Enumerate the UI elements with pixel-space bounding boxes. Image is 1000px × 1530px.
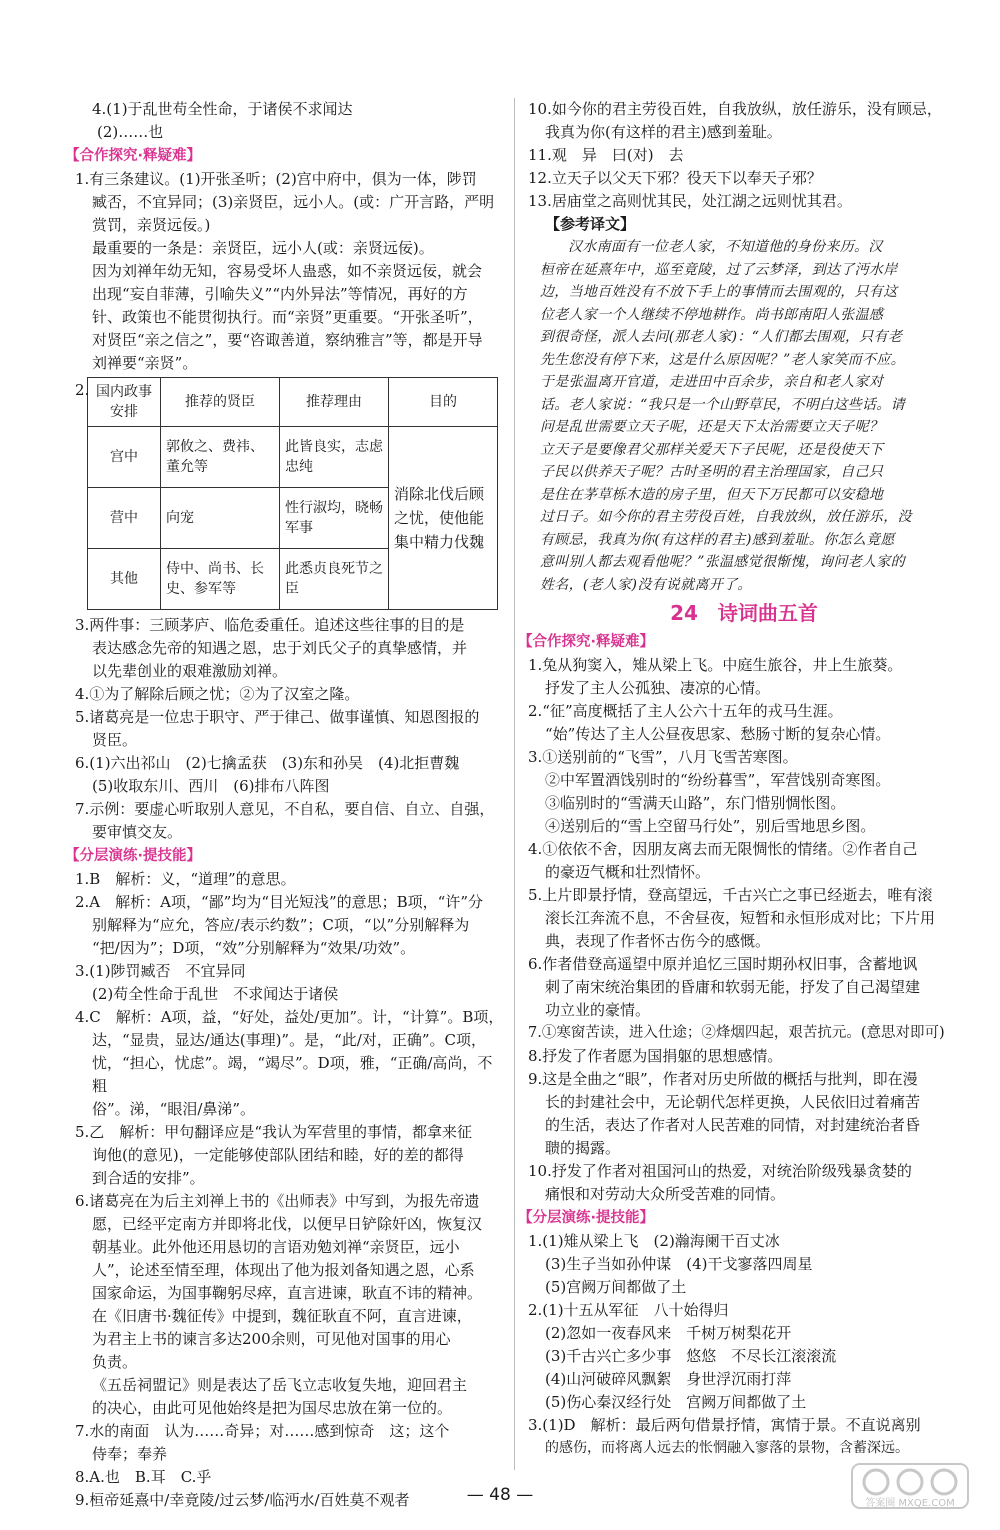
answer-line: ④送别后的“雪上空留马行处”，别后雪地思乡图。 <box>545 817 876 835</box>
answer-line: 负责。 <box>92 1353 138 1371</box>
answer-line: 刺了南宋统治集团的昏庸和软弱无能，抒发了自己渴望建 <box>545 978 921 996</box>
translation-line: 到很奇怪，派人去问(那老人家)：“人们都去围观，只有老 <box>540 329 903 345</box>
answer-line: 3.(1)D 解析：最后两句借景抒情，寓情于景。不直说离别 <box>528 1416 921 1434</box>
answer-line: 4.①为了解除后顾之忧；②为了汉室之隆。 <box>75 685 360 703</box>
answer-line: 1.兔从狗窦入，雉从梁上飞。中庭生旅谷，井上生旅葵。 <box>528 656 903 674</box>
answer-line: 6.诸葛亮在为后主刘禅上书的《出师表》中写到，为报先帝遗 <box>75 1192 480 1210</box>
answer-line: ③临别时的“雪满天山路”，东门惜别惆怅图。 <box>545 794 846 812</box>
table-header: 目的 <box>389 378 498 427</box>
translation-line: 汉水南面有一位老人家，不知道他的身份来历。汉 <box>568 239 883 255</box>
answer-line: 愿，已经平定南方并即将北伐，以便早日铲除奸凶，恢复汉 <box>92 1215 483 1233</box>
answer-line: 10.抒发了作者对祖国河山的热爱，对统治阶级残暴贪婪的 <box>528 1162 912 1180</box>
translation-line: 边，当地百姓没有不放下手上的事情而去围观的，只有这 <box>540 284 898 300</box>
answer-line: 6.作者借登高遥望中原并追忆三国时期孙权旧事，含蓄地讽 <box>528 955 918 973</box>
translation-line: 有顾忌，我真为你(有这样的君主)感到羞耻。你怎么竟愿 <box>540 531 895 548</box>
answer-line: 5.上片即景抒情，登高望远，千古兴亡之事已经逝去，唯有滚 <box>528 886 933 904</box>
answer-line: 功立业的豪情。 <box>545 1001 651 1019</box>
translation-line: 位老人家一个人继续不停地耕作。尚书郎南阳人张温感 <box>540 306 884 323</box>
advisors-table <box>87 377 498 610</box>
translation-line: 姓名，(老人家)没有说就离开了。 <box>540 576 752 593</box>
table-header: 推荐的贤臣 <box>161 378 280 427</box>
table-cell: 此悉贞良死节之臣 <box>280 549 389 610</box>
answer-line: 滚长江奔流不息，不舍昼夜，短暂和永恒形成对比；下片用 <box>545 909 936 927</box>
lesson-title: 24 诗词曲五首 <box>670 601 818 625</box>
answer-line: 3.两件事：三顾茅庐、临危委重任。追述这些往事的目的是 <box>75 616 465 634</box>
answer-line: 长的封建社会中，无论朝代怎样更换，人民依旧过着痛苦 <box>545 1093 921 1111</box>
answer-line: “把/因为”；D项，“效”分别解释为“效果/功效”。 <box>92 939 416 957</box>
translation-line: 先生您没有停下来，这是什么原因呢？”老人家笑而不应。 <box>540 351 905 368</box>
answer-line: (3)千古兴亡多少事 悠悠 不尽长江滚滚流 <box>545 1347 837 1365</box>
answer-line: 10.如今你的君主劳役百姓，自我放纵，放任游乐，没有顾忌， <box>528 100 942 118</box>
table-cell: 向宠 <box>161 488 280 549</box>
answer-line: 询他(的意见)，一定能够使部队团结和睦，好的差的都得 <box>92 1146 464 1164</box>
translation-line: 立天子是要像君父那样关爱天下子民呢，还是役使天下 <box>540 441 884 458</box>
answer-line: 6.(1)六出祁山 (2)七擒孟获 (3)东和孙吴 (4)北拒曹魏 <box>75 754 460 772</box>
table-cell: 郭攸之、费祎、董允等 <box>161 427 280 488</box>
translation-line: 于是张温离开官道，走进田中百余步，亲自和老人家对 <box>540 374 884 390</box>
answer-line: 俗”。涕，“眼泪/鼻涕”。 <box>92 1100 256 1118</box>
table-cell: 此皆良实，志虑忠纯 <box>280 427 389 488</box>
answer-line: 为君主上书的谏言多达200余则，可见他对国事的用心 <box>92 1330 451 1348</box>
page-number: — 48 — <box>466 1485 534 1505</box>
answer-line: 痛恨和对劳动大众所受苦难的同情。 <box>545 1185 786 1203</box>
answer-line: 典，表现了作者怀古伤今的感慨。 <box>545 932 771 950</box>
translation-line: 是住在茅草栎木造的房子里，但天下万民都可以安稳地 <box>540 486 884 503</box>
translation-line: 意叫别人都去观看他呢？”张温感觉很惭愧，询问老人家的 <box>540 554 905 570</box>
watermark-logo <box>850 1460 970 1512</box>
question-2-block <box>75 377 507 610</box>
answer-line: 以先辈创业的艰难激励刘禅。 <box>92 662 288 680</box>
answer-line: 1.(1)雉从梁上飞 (2)瀚海阑干百丈冰 <box>528 1232 780 1250</box>
section-header: 【合作探究·释疑难】 <box>65 148 202 164</box>
answer-line: 3.(1)陟罚臧否 不宜异同 <box>75 962 246 980</box>
answer-line: 出现“妄自菲薄，引喻失义”“内外异法”等情况，再好的方 <box>92 285 468 303</box>
section-header: 【分层演练·提技能】 <box>65 848 202 864</box>
answer-line: 13.居庙堂之高则忧其民，处江湖之远则忧其君。 <box>528 192 852 210</box>
answer-line: 因为刘禅年幼无知，容易受坏人蛊惑，如不亲贤远佞，就会 <box>92 262 483 280</box>
table-header: 国内政事安排 <box>88 378 161 427</box>
answer-line: (3)生子当如孙仲谋 (4)干戈寥落四周星 <box>545 1255 813 1273</box>
answer-line: (5)宫阙万间都做了土 <box>545 1278 687 1296</box>
answer-line: 1.B 解析：义，“道理”的意思。 <box>75 870 296 888</box>
left-column <box>65 98 507 1512</box>
answer-line: 11.观 异 曰(对) 去 <box>528 146 684 164</box>
answer-line: 2.A 解析：A项，“鄙”均为“目光短浅”的意思；B项，“许”分 <box>75 893 484 911</box>
answer-line: 的豪迈气概和壮烈情怀。 <box>545 863 711 881</box>
answer-line: 3.①送别前的“飞雪”，八月飞雪苦寒图。 <box>528 748 798 766</box>
answer-line: 《五岳祠盟记》则是表达了岳飞立志收复失地，迎回君主 <box>92 1376 468 1394</box>
answer-line: 别解释为“应允，答应/表示约数”；C项，“以”分别解释为 <box>92 916 470 934</box>
question-number: 2. <box>75 381 90 399</box>
answer-line: 4.(1)于乱世苟全性命，于诸侯不求闻达 <box>92 100 353 118</box>
answer-line: 忧，“担心，忧虑”。竭，“竭尽”。D项，雅，“正确/高尚，不粗 <box>92 1054 493 1095</box>
answer-line: 我真为你(有这样的君主)感到羞耻。 <box>545 123 782 141</box>
answer-line: 臧否，不宜异同；(3)亲贤臣，远小人。(或：广开言路，严明 <box>92 193 495 211</box>
answer-line: (2)忽如一夜春风来 千树万树梨花开 <box>545 1324 792 1342</box>
answer-line: (5)伤心秦汉经行处 宫阙万间都做了土 <box>545 1393 807 1411</box>
table-cell: 侍中、尚书、长史、参军等 <box>161 549 280 610</box>
translation-line: 桓帝在延熹年中，巡至竟陵，过了云梦泽，到达了沔水岸 <box>540 261 898 278</box>
answer-line: 7.示例：要虚心听取别人意见，不自私，要自信、自立、自强， <box>75 800 495 818</box>
section-header: 【分层演练·提技能】 <box>518 1210 655 1226</box>
answer-line: (2)苟全性命于乱世 不求闻达于诸侯 <box>92 985 339 1003</box>
answer-line: 侍奉；奉养 <box>92 1445 168 1463</box>
answer-line: 8.A.也 B.耳 C.乎 <box>75 1468 212 1486</box>
answer-line: 表达感念先帝的知遇之恩，忠于刘氏父子的真挚感情，并 <box>92 639 468 657</box>
answer-line: 的感伤，而将离人远去的怅惘融入寥落的景物，含蓄深远。 <box>545 1440 909 1456</box>
table-cell: 消除北伐后顾之忧，使他能集中精力伐魏 <box>389 427 498 610</box>
answer-line: 最重要的一条是：亲贤臣，远小人(或：亲贤远佞)。 <box>92 239 434 257</box>
answer-line: 人”，论述至情至理，体现出了他为报刘备知遇之恩，心系 <box>92 1261 475 1279</box>
answer-line: 的决心，由此可见他始终是把为国尽忠放在第一位的。 <box>92 1399 453 1417</box>
translation-line: 问是乱世需要立天子呢，还是天下太治需要立天子呢？ <box>540 419 884 435</box>
table-cell: 性行淑均，晓畅军事 <box>280 488 389 549</box>
answer-line: 5.乙 解析：甲句翻译应是“我认为军营里的事情，都拿来征 <box>75 1123 472 1141</box>
column-divider <box>514 98 515 1470</box>
answer-line: 到合适的安排”。 <box>92 1169 205 1187</box>
answer-line: 抒发了主人公孤独、凄凉的心情。 <box>545 679 771 697</box>
answer-line: 9.桓帝延熹中/幸竟陵/过云梦/临沔水/百姓莫不观者 <box>75 1491 410 1509</box>
watermark-text: 答案圈 MXQE.COM <box>865 1498 955 1509</box>
answer-line: 达，“显贵，显达/通达(事理)”。是，“此/对，正确”。C项， <box>92 1031 486 1049</box>
answer-line: 对贤臣“亲之信之”，要“咨诹善道，察纳雅言”等，都是开导 <box>92 331 483 349</box>
answer-line: 要审慎交友。 <box>92 823 183 841</box>
answer-line: (4)山河破碎风飘絮 身世浮沉雨打萍 <box>545 1370 792 1388</box>
answer-line: 12.立天子以父天下邪？役天下以奉天子邪？ <box>528 169 822 187</box>
answer-line: (5)收取东川、西川 (6)排布八阵图 <box>92 777 330 795</box>
answer-line: (2)……也 <box>97 123 164 141</box>
answer-line: 7.①寒窗苦读，进入仕途；②烽烟四起，艰苦抗元。(意思对即可) <box>528 1025 945 1041</box>
answer-line: 国家命运，为国事鞠躬尽瘁，直言进谏，耿直不讳的精神。 <box>92 1284 483 1302</box>
answer-line: 聩的揭露。 <box>545 1139 621 1157</box>
table-cell: 其他 <box>88 549 161 610</box>
answer-line: 1.有三条建议。(1)开张圣听；(2)宫中府中，俱为一体，陟罚 <box>75 170 477 188</box>
answer-line: 在《旧唐书·魏征传》中提到，魏征耿直不阿，直言进谏， <box>92 1307 472 1325</box>
answer-line: 2.“征”高度概括了主人公六十五年的戎马生涯。 <box>528 702 843 720</box>
right-column <box>518 98 960 1460</box>
translation-line: 过日子。如今你的君主劳役百姓，自我放纵，放任游乐，没 <box>540 509 912 525</box>
answer-line: 7.水的南面 认为……奇异；对……感到惊奇 这；这个 <box>75 1422 450 1440</box>
translation-line: 子民以供养天子呢？古时圣明的君主治理国家，自己只 <box>540 464 884 480</box>
answer-line: 4.C 解析：A项，益，“好处，益处/更加”。计，“计算”。B项， <box>75 1008 504 1026</box>
section-header: 【合作探究·释疑难】 <box>518 634 655 650</box>
table-cell: 宫中 <box>88 427 161 488</box>
table-header: 推荐理由 <box>280 378 389 427</box>
answer-line: 4.①依依不舍，因朋友离去而无限惆怅的情绪。②作者自己 <box>528 840 918 858</box>
table-cell: 营中 <box>88 488 161 549</box>
answer-line: 的生活，表达了作者对人民苦难的同情，对封建统治者昏 <box>545 1116 921 1134</box>
answer-line: 5.诸葛亮是一位忠于职守、严于律己、做事谨慎、知恩图报的 <box>75 708 480 726</box>
answer-line: “始”传达了主人公昼夜思家、愁肠寸断的复杂心情。 <box>545 725 891 743</box>
answer-line: 贤臣。 <box>92 731 138 749</box>
answer-line: 朝基业。此外他还用恳切的言语劝勉刘禅“亲贤臣，远小 <box>92 1238 460 1256</box>
answer-line: 2.(1)十五从军征 八十始得归 <box>528 1301 729 1319</box>
answer-line: 赏罚，亲贤远佞。) <box>92 216 211 234</box>
answer-line: 8.抒发了作者愿为国捐躯的思想感情。 <box>528 1047 783 1065</box>
answer-line: 9.这是全曲之“眼”，作者对历史所做的概括与批判，即在漫 <box>528 1070 918 1088</box>
translation-line: 话。老人家说：“我只是一个山野草民，不明白这些话。请 <box>540 396 905 413</box>
answer-line: ②中军置酒饯别时的“纷纷暮雪”，军营饯别奇寒图。 <box>545 771 891 789</box>
reference-translation-title: 【参考译文】 <box>545 215 636 233</box>
answer-line: 刘禅要“亲贤”。 <box>92 354 198 372</box>
answer-line: 针、政策也不能贯彻执行。而“亲贤”更重要。“开张圣听”， <box>92 308 483 326</box>
